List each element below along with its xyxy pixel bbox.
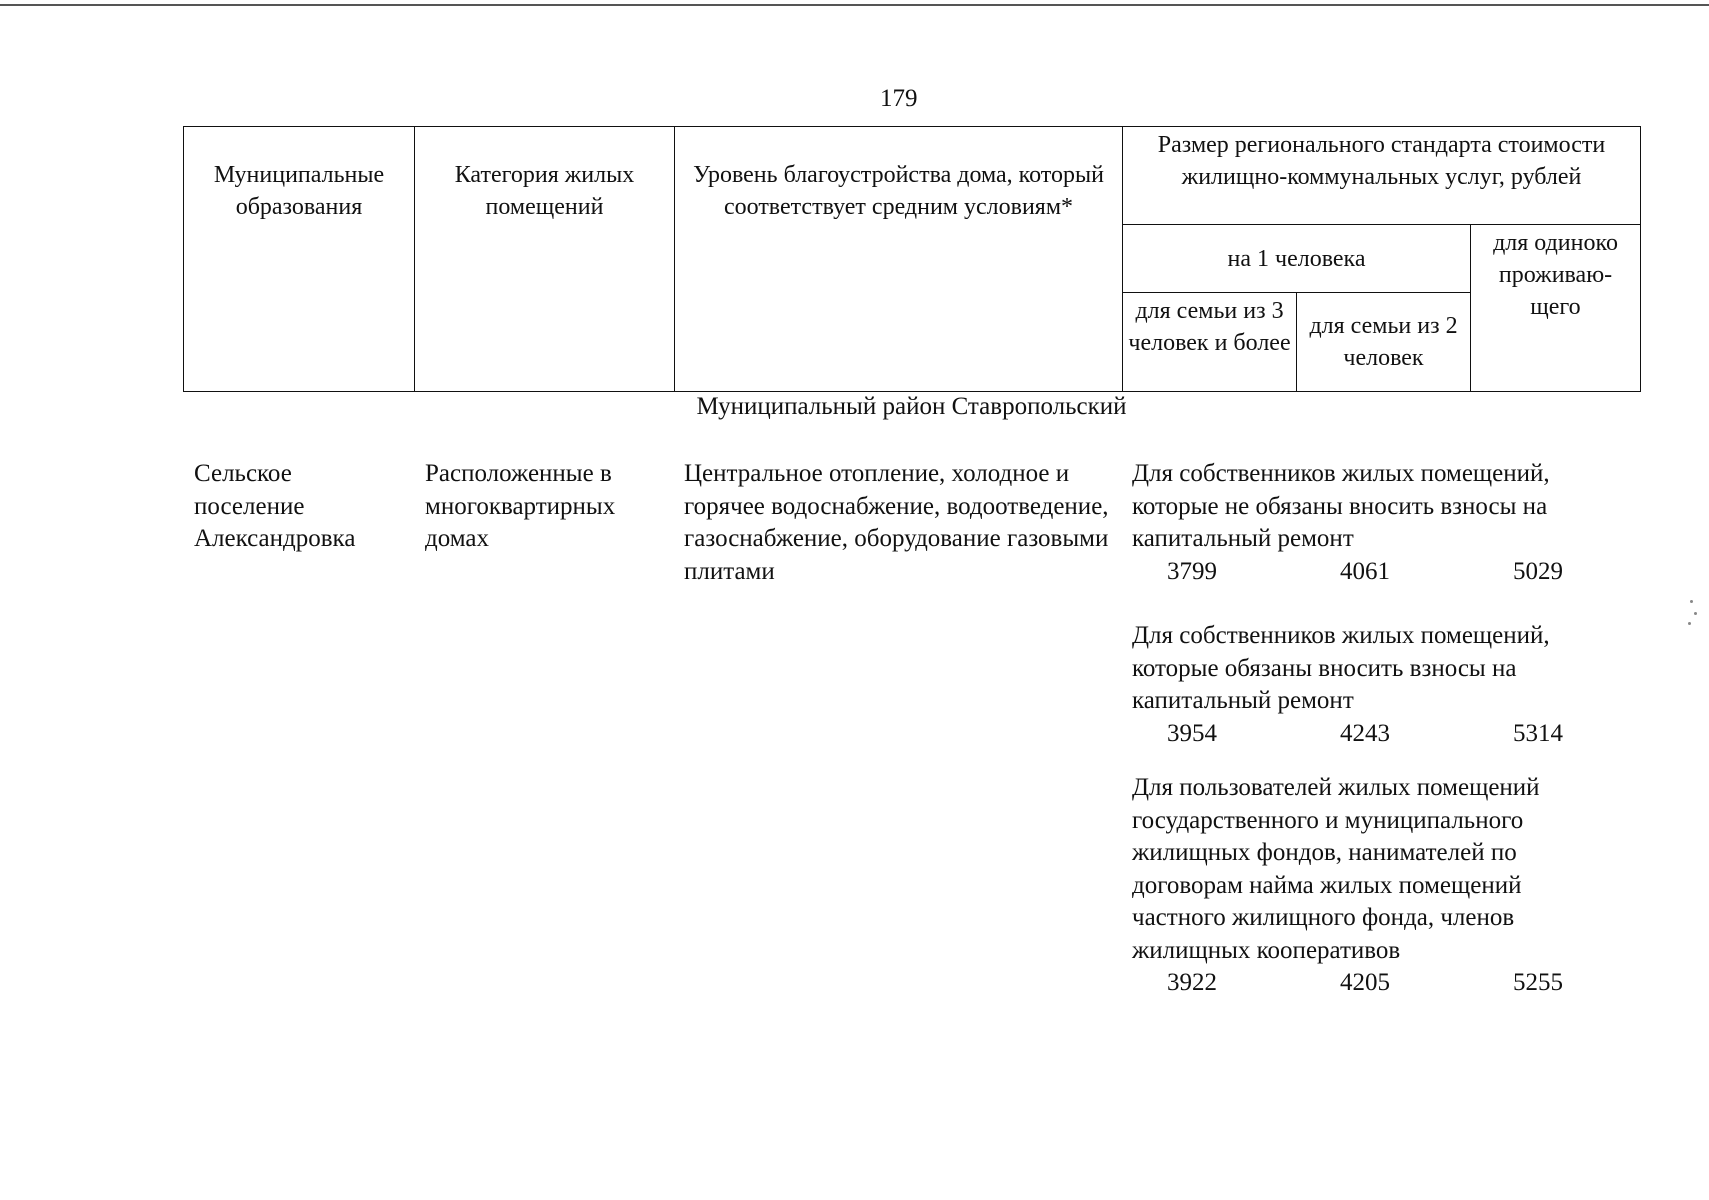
value-family2: 4205 [1340,969,1390,996]
row-level: Центральное отопление, холодное и горячее водоснабжение, водоотведение, газоснабжение, оборудование газовыми плитами [684,460,1109,585]
header-level: Уровень благоустройства дома, который соответствует средним условиям* [675,127,1123,392]
header-per-person: на 1 человека [1123,225,1471,293]
rate-group-with-capital-repair [1132,620,1652,750]
page-number: 179 [880,85,918,112]
header-family3: для семьи из 3 человек и более [1123,293,1297,392]
row-municipal: Сельское поселение Александровка [194,460,356,552]
value-family2: 4243 [1340,719,1390,747]
rate-group-tenants [1132,772,1652,999]
header-category: Категория жилых помещений [415,127,675,392]
scan-speck [1690,600,1693,603]
scan-speck [1688,622,1691,625]
value-single: 5314 [1513,719,1563,747]
value-family3: 3799 [1167,557,1217,585]
value-family2: 4061 [1340,557,1390,585]
rate-values [1132,967,1652,999]
value-single: 5029 [1513,557,1563,585]
rate-group-caption: Для собственников жилых помещений, которые не обязаны вносить взносы на капитальный ремонт [1132,460,1550,552]
header-single: для одиноко проживаю-щего [1471,225,1641,392]
top-edge-rule [0,4,1709,6]
scan-speck [1694,612,1697,615]
header-municipal: Муниципальные образования [184,127,415,392]
rate-values [1132,718,1652,750]
rate-group-no-capital-repair [1132,458,1652,588]
value-single: 5255 [1513,969,1563,996]
district-title: Муниципальный район Ставропольский [696,393,1127,420]
value-family3: 3954 [1167,719,1217,747]
table-header [183,126,1641,392]
value-family3: 3922 [1167,969,1217,996]
rate-values [1132,556,1652,588]
header-size-group: Размер регионального стандарта стоимости жилищно-коммунальных услуг, рублей [1123,127,1641,225]
header-family2: для семьи из 2 человек [1297,293,1471,392]
row-category: Расположенные в многоквартирных домах [425,460,616,552]
rate-group-caption: Для пользователей жилых помещений государственного и муниципального жилищных фондов, нанимателей по договорам найма жилых помещений частного жилищного фонда, членов жилищных кооперативов [1132,774,1540,964]
rate-group-caption: Для собственников жилых помещений, которые обязаны вносить взносы на капитальный ремонт [1132,622,1550,714]
